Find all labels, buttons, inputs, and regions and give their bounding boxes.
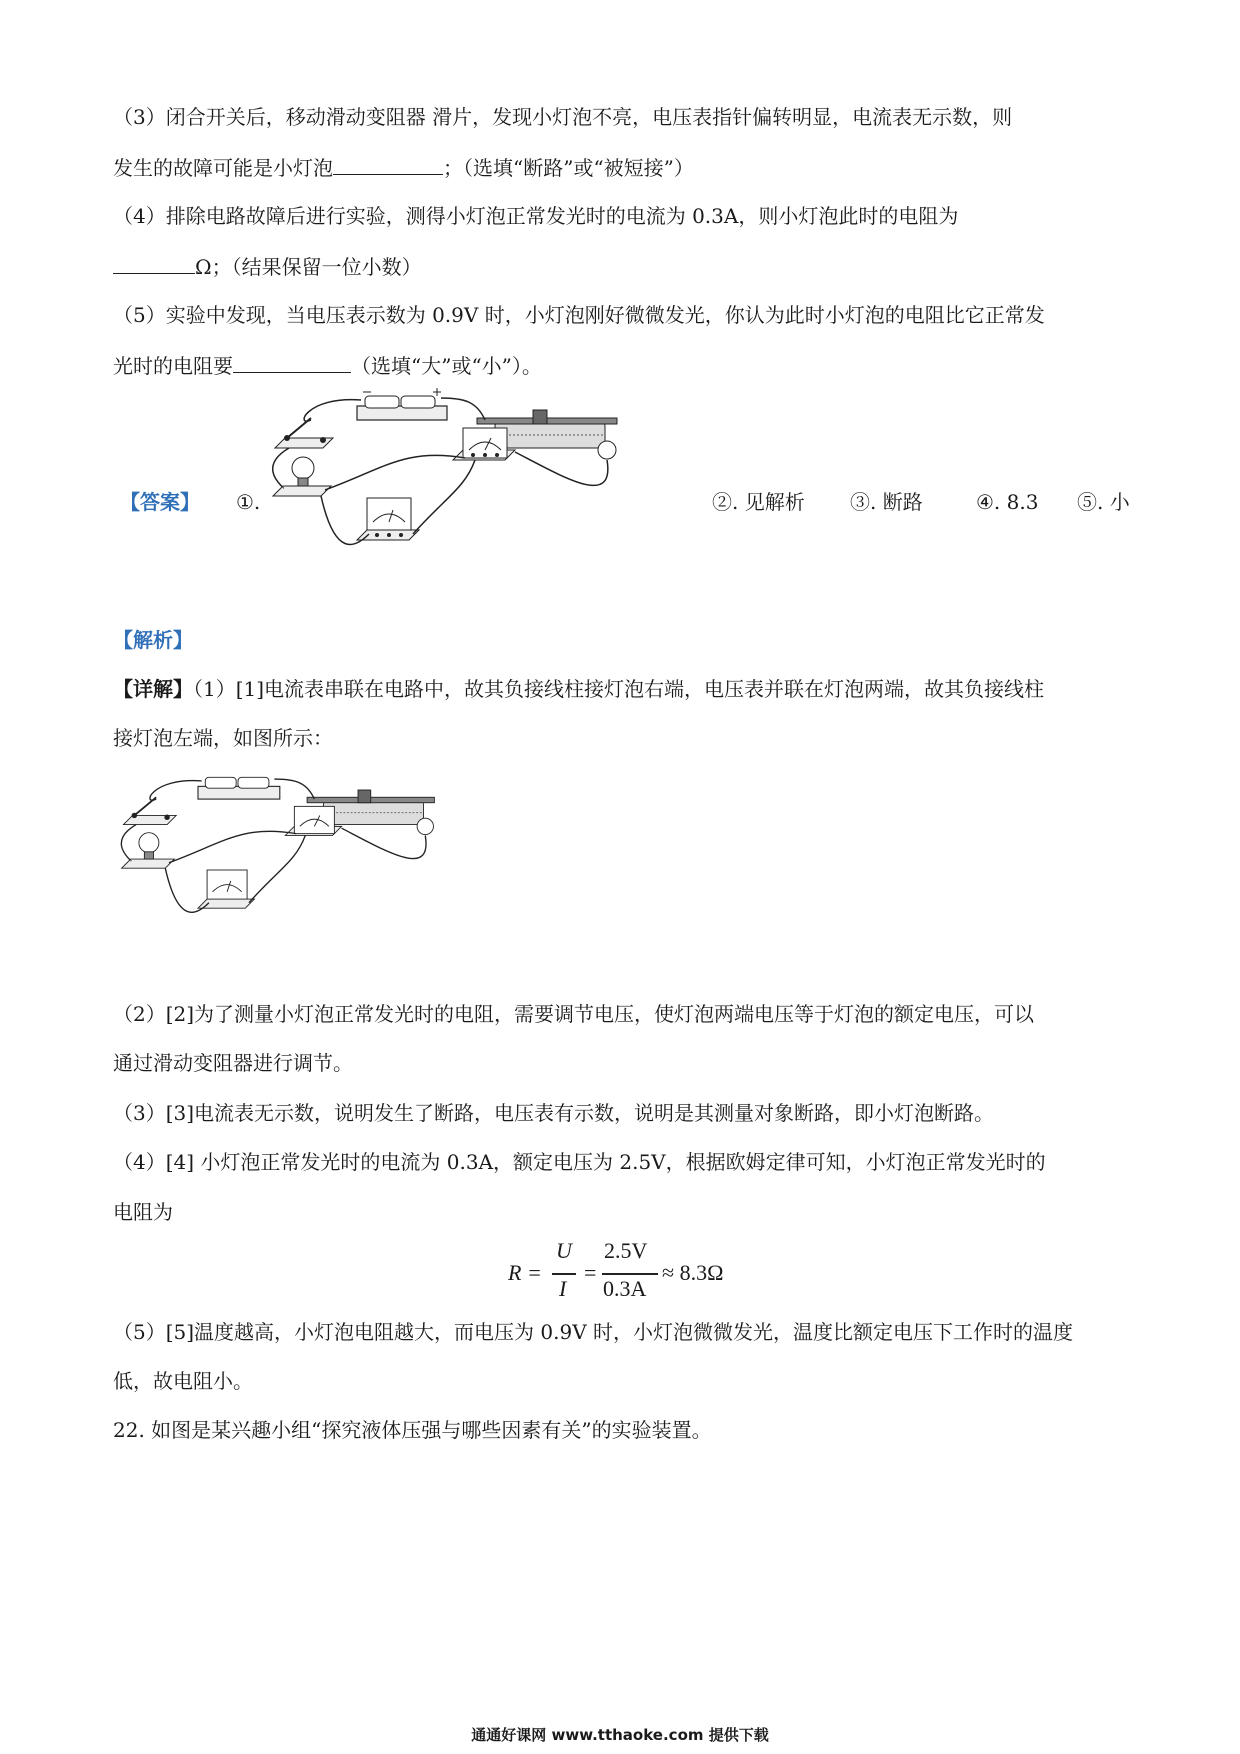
bulb-icon: [122, 833, 175, 868]
answer-blank: [233, 350, 351, 373]
q4-line-2: Ω；（结果保留一位小数）: [113, 251, 422, 281]
detail-p2-line-2: 通过滑动变阻器进行调节。: [113, 1051, 353, 1075]
answer-option-1: ①.: [236, 490, 261, 514]
question-22: 22. 如图是某兴趣小组“探究液体压强与哪些因素有关”的实验装置。: [113, 1418, 712, 1442]
fraction-bar: [552, 1273, 576, 1275]
answer-option-5: ⑤. 小: [1077, 490, 1130, 514]
circuit-diagram-solution: [113, 770, 443, 970]
circuit-diagram-answer: [265, 388, 625, 608]
formula-num-voltage: 2.5V: [604, 1238, 648, 1263]
formula-result: ≈ 8.3Ω: [662, 1260, 724, 1285]
voltmeter-icon: [357, 498, 419, 540]
detail-p5-line-1: （5）[5]温度越高，小灯泡电阻越大，而电压为 0.9V 时，小灯泡微微发光，温度比额定电压下工作时的温度: [113, 1320, 1074, 1344]
bulb-icon: [273, 457, 331, 496]
formula-den-current: 0.3A: [603, 1276, 647, 1301]
formula-lhs: R =: [508, 1260, 542, 1285]
detail-line-2: 接灯泡左端，如图所示：: [113, 726, 333, 750]
q3-line-2: 发生的故障可能是小灯泡 ；（选填“断路”或“被短接”）: [113, 152, 694, 182]
ammeter-icon: [453, 428, 515, 460]
analysis-label: 【解析】: [113, 628, 193, 652]
q4-line-1: （4）排除电路故障后进行实验，测得小灯泡正常发光时的电流为 0.3A，则小灯泡此时的电阻为: [113, 204, 959, 228]
fraction-bar: [602, 1273, 658, 1275]
answer-option-4: ④. 8.3: [976, 490, 1039, 514]
detail-p4-line-1: （4）[4] 小灯泡正常发光时的电流为 0.3A，额定电压为 2.5V，根据欧姆定律可知，小灯泡正常发光时的: [113, 1150, 1046, 1174]
detail-p3: （3）[3]电流表无示数，说明发生了断路，电压表有示数，说明是其测量对象断路，即小灯泡断路。: [113, 1101, 995, 1125]
ammeter-icon: [285, 806, 341, 835]
battery-icon: [357, 388, 447, 420]
detail-p4-line-2: 电阻为: [113, 1200, 173, 1224]
detail-p2-line-1: （2）[2]为了测量小灯泡正常发光时的电阻，需要调节电压，使灯泡两端电压等于灯泡的额定电压，可以: [113, 1002, 1035, 1026]
formula-equals: =: [584, 1260, 597, 1285]
answer-blank: [333, 152, 443, 175]
answer-option-3: ③. 断路: [850, 490, 923, 514]
switch-icon: [275, 418, 333, 448]
answer-label: 【答案】: [120, 490, 200, 514]
footer-text: 通通好课网 www.tthaoke.com 提供下载: [471, 1726, 769, 1744]
formula-den-i: I: [559, 1276, 567, 1301]
answer-blank: [113, 251, 195, 274]
q5-line-1: （5）实验中发现，当电压表示数为 0.9V 时，小灯泡刚好微微发光，你认为此时小灯泡的电阻比它正常发: [113, 303, 1045, 327]
battery-icon: [198, 777, 280, 799]
voltmeter-icon: [198, 870, 254, 908]
q5-line-2: 光时的电阻要 （选填“大”或“小”）。: [113, 350, 542, 380]
answer-option-2: ②. 见解析: [712, 490, 805, 514]
switch-icon: [123, 797, 176, 824]
detail-line-1: 【详解】（1）[1]电流表串联在电路中，故其负接线柱接灯泡右端，电压表并联在灯泡两端，故其负接线柱: [113, 677, 1045, 701]
q3-line-1: （3）闭合开关后，移动滑动变阻器 滑片，发现小灯泡不亮，电压表指针偏转明显，电流表无示数，则: [113, 105, 1013, 129]
formula-num-u: U: [556, 1238, 572, 1263]
detail-p5-line-2: 低，故电阻小。: [113, 1369, 253, 1393]
